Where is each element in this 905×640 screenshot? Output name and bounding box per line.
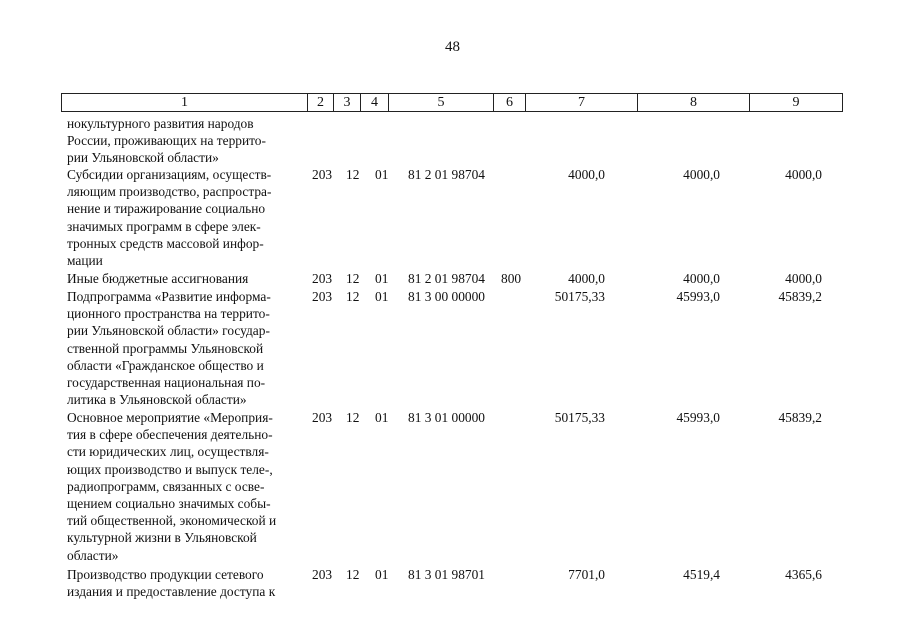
row-value-9: 4365,6: [785, 567, 822, 582]
header-col-6: 6: [494, 94, 526, 111]
row-code-3: 12: [346, 167, 360, 182]
row-value-7: 50175,33: [554, 289, 605, 304]
row-description: Основное мероприятие «Мероприя- тия в сфере обеспечения деятельно- сти юридических лиц, осуществля- ющих производство и выпуск теле-, радиопрограмм, связанных с осве- щением социально значимых собы- тий общественной, экономической и культурной жизни в Ульяновской области»: [67, 410, 277, 563]
header-col-8: 8: [638, 94, 750, 111]
page-number: 48: [445, 39, 460, 55]
row-value-8: 45993,0: [676, 410, 720, 425]
row-value-9: 4000,0: [785, 167, 822, 182]
row-code-3: 12: [346, 271, 360, 286]
row-code-5: 81 3 01 00000: [408, 410, 485, 425]
row-value-7: 7701,0: [568, 567, 605, 582]
row-code-3: 12: [346, 567, 360, 582]
row-code-5: 81 2 01 98704: [408, 271, 485, 286]
header-col-7: 7: [526, 94, 638, 111]
row-code-4: 01: [375, 410, 389, 425]
row-value-8: 4519,4: [683, 567, 720, 582]
row-value-9: 45839,2: [778, 410, 822, 425]
row-code-4: 01: [375, 271, 389, 286]
row-code-2: 203: [312, 289, 333, 304]
row-code-5: 81 2 01 98704: [408, 167, 485, 182]
row-code-6: 800: [501, 271, 522, 286]
row-description: Субсидии организациям, осуществ- ляющим производство, распростра- нение и тиражирование социально значимых программ в сфере элек- тронных средств массовой инфор- мации: [67, 167, 272, 269]
row-code-3: 12: [346, 289, 360, 304]
header-col-4: 4: [361, 94, 389, 111]
row-code-2: 203: [312, 167, 333, 182]
row-description: Иные бюджетные ассигнования: [67, 271, 249, 286]
table-header: [61, 93, 843, 112]
row-value-8: 45993,0: [676, 289, 720, 304]
row-code-4: 01: [375, 289, 389, 304]
row-code-5: 81 3 01 98701: [408, 567, 485, 582]
header-col-2: 2: [308, 94, 334, 111]
header-col-9: 9: [792, 95, 800, 110]
header-col-3: 3: [334, 94, 361, 111]
row-code-2: 203: [312, 567, 333, 582]
row-value-7: 50175,33: [554, 410, 605, 425]
row-value-9: 4000,0: [785, 271, 822, 286]
row-description: нокультурного развития народов России, проживающих на террито- рии Ульяновской области»: [67, 116, 266, 166]
row-code-4: 01: [375, 167, 389, 182]
row-value-9: 45839,2: [778, 289, 822, 304]
row-code-2: 203: [312, 410, 333, 425]
row-code-5: 81 3 00 00000: [408, 289, 485, 304]
row-value-7: 4000,0: [568, 167, 605, 182]
row-code-3: 12: [346, 410, 360, 425]
row-code-2: 203: [312, 271, 333, 286]
row-description: Подпрограмма «Развитие информа- ционного пространства на террито- рии Ульяновской области» государ- ственной программы Ульяновской области «Гражданское общество и государственная национальная по- литика в Ульяновской области»: [67, 289, 271, 408]
row-value-8: 4000,0: [683, 167, 720, 182]
row-value-8: 4000,0: [683, 271, 720, 286]
row-code-4: 01: [375, 567, 389, 582]
row-description: Производство продукции сетевого издания и предоставление доступа к: [67, 567, 276, 600]
header-col-1: 1: [62, 94, 308, 111]
header-col-5: 5: [389, 94, 494, 111]
row-value-7: 4000,0: [568, 271, 605, 286]
